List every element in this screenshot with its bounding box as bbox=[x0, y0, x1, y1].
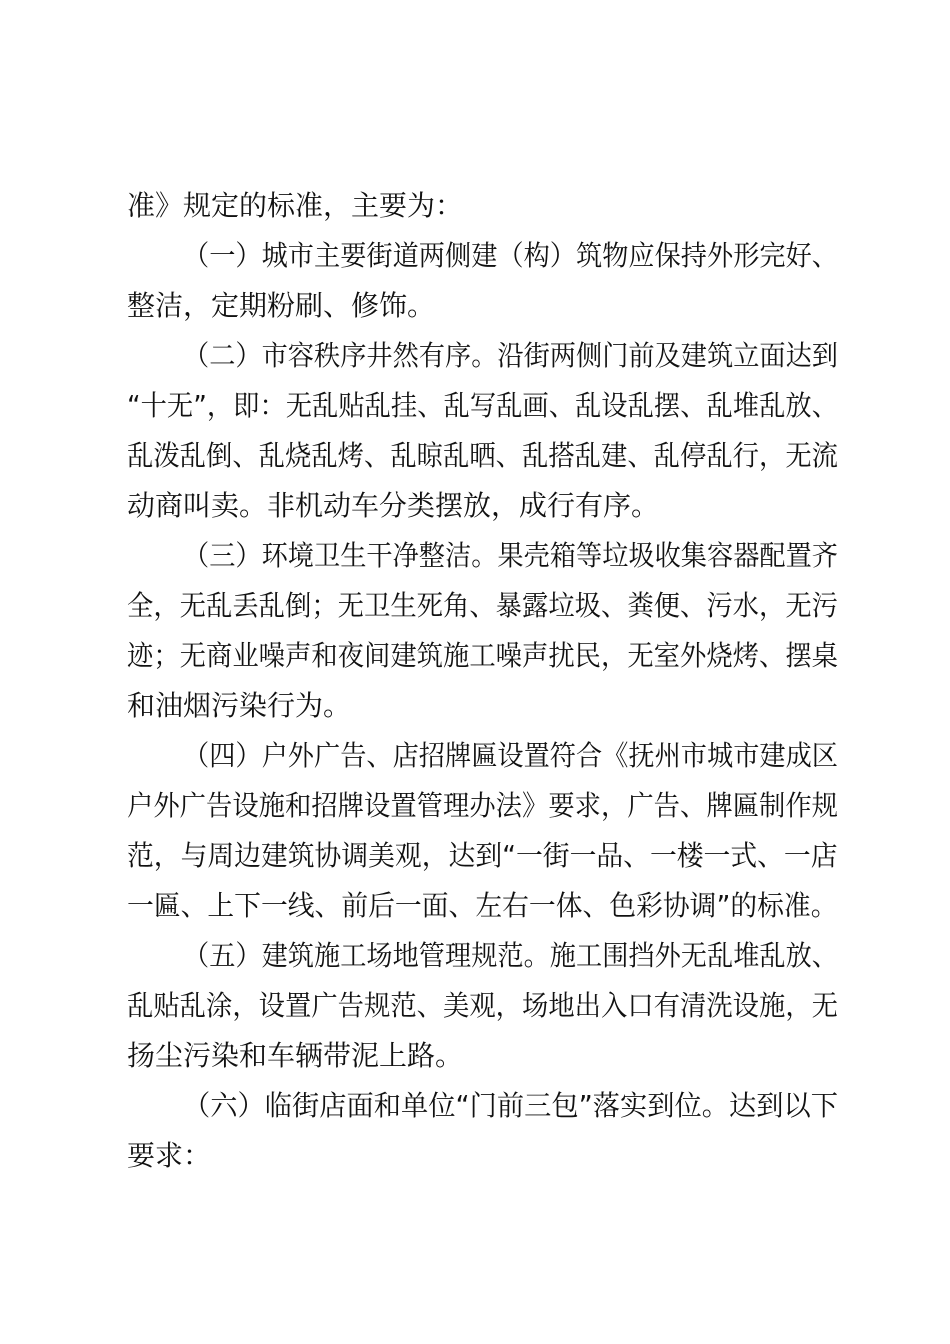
text-line: 要求： bbox=[127, 1139, 212, 1172]
text-line: 和油烟污染行为。 bbox=[127, 689, 352, 722]
text-line: 迹；无商业噪声和夜间建筑施工噪声扰民，无室外烧烤、摆桌 bbox=[127, 639, 839, 672]
text-line: 一匾、上下一线、前后一面、左右一体、色彩协调”的标准。 bbox=[127, 889, 838, 922]
paragraph-heading-3: （三）环境卫生干净整洁。果壳箱等垃圾收集容器配置齐 bbox=[183, 539, 839, 572]
paragraph-heading-2: （二）市容秩序井然有序。沿街两侧门前及建筑立面达到 bbox=[183, 339, 839, 372]
text-line: 准》规定的标准，主要为： bbox=[127, 189, 464, 222]
text-line: “十无”，即：无乱贴乱挂、乱写乱画、乱设乱摆、乱堆乱放、 bbox=[127, 389, 838, 422]
text-line: 乱贴乱涂，设置广告规范、美观，场地出入口有清洗设施，无 bbox=[127, 989, 839, 1022]
text-line: 户外广告设施和招牌设置管理办法》要求，广告、牌匾制作规 bbox=[127, 789, 839, 822]
text-line: 整洁，定期粉刷、修饰。 bbox=[127, 289, 436, 322]
paragraph-heading-6: （六）临街店面和单位“门前三包”落实到位。达到以下 bbox=[183, 1089, 839, 1122]
paragraph-heading-1: （一）城市主要街道两侧建（构）筑物应保持外形完好、 bbox=[183, 239, 839, 272]
text-line: 扬尘污染和车辆带泥上路。 bbox=[127, 1039, 464, 1072]
text-line: 动商叫卖。非机动车分类摆放，成行有序。 bbox=[127, 489, 660, 522]
text-line: 乱泼乱倒、乱烧乱烤、乱晾乱晒、乱搭乱建、乱停乱行，无流 bbox=[127, 439, 839, 472]
paragraph-heading-5: （五）建筑施工场地管理规范。施工围挡外无乱堆乱放、 bbox=[183, 939, 839, 972]
paragraph-heading-4: （四）户外广告、店招牌匾设置符合《抚州市城市建成区 bbox=[183, 739, 839, 772]
text-line: 全，无乱丢乱倒；无卫生死角、暴露垃圾、粪便、污水，无污 bbox=[127, 589, 839, 622]
text-line: 范，与周边建筑协调美观，达到“一街一品、一楼一式、一店 bbox=[127, 839, 838, 872]
